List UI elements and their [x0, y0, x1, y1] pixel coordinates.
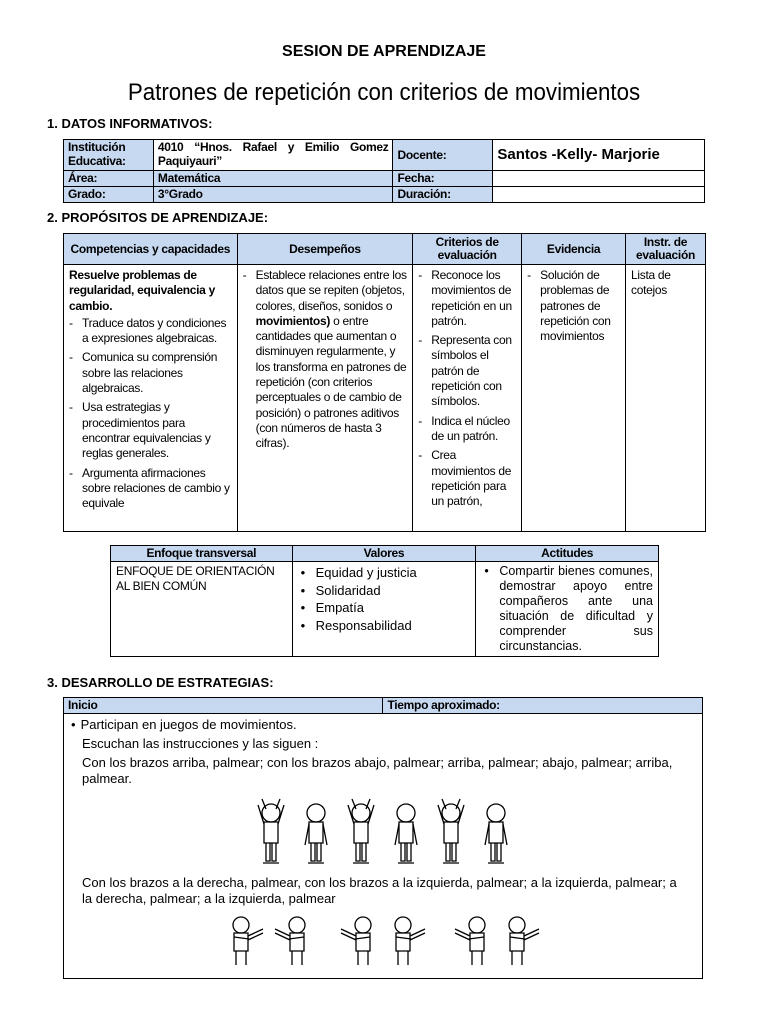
header-valores: Valores	[292, 546, 476, 562]
area-value: Matemática	[153, 171, 393, 187]
lesson-title: Patrones de repetición con criterios de movimientos	[127, 79, 641, 106]
desempeno-text-a: Establece relaciones entre los datos que se repiten (objetos, colores, diseños, sonidos o	[255, 268, 407, 313]
illustration-arms-up-down	[82, 793, 684, 867]
list-item: • Compartir bienes comunes, demostrar apoyo entre compañeros ante una situación de dificultad y comprender sus circunstancias.	[481, 564, 653, 654]
section-desarrollo-title: 3. DESARROLLO DE ESTRATEGIAS:	[47, 675, 274, 690]
propositos-table	[63, 233, 706, 532]
inicio-bullet-text: Participan en juegos de movimientos.	[80, 717, 297, 732]
capacidades-list	[69, 316, 232, 512]
child-arms-down-icon	[297, 793, 335, 867]
child-arms-up-icon	[432, 793, 470, 867]
header-desempenos: Desempeños	[237, 234, 413, 265]
competencias-cell	[64, 265, 238, 532]
inicio-body	[64, 714, 703, 979]
header-enfoque: Enfoque transversal	[111, 546, 293, 562]
area-label: Área:	[64, 171, 154, 187]
list-item: • Equidad y justicia	[298, 564, 471, 582]
child-arms-right-icon	[223, 915, 267, 967]
criterios-list	[418, 268, 516, 509]
header-criterios: Criterios de evaluación	[413, 234, 522, 265]
section-datos-title: 1. DATOS INFORMATIVOS:	[47, 116, 213, 131]
child-arms-up-icon	[342, 793, 380, 867]
valores-list	[298, 564, 471, 634]
list-item: - Crea movimientos de repetición para un patrón,	[418, 448, 516, 509]
list-item: • Responsabilidad	[298, 617, 471, 635]
instruccion-text: Escuchan las instrucciones y las siguen :	[82, 736, 319, 751]
docente-label: Docente:	[393, 140, 493, 171]
fecha-label: Fecha:	[393, 171, 493, 187]
fecha-value	[493, 171, 705, 187]
document-title: SESION DE APRENDIZAJE	[282, 43, 486, 60]
child-arms-right-icon	[385, 915, 429, 967]
list-item: • Solidaridad	[298, 582, 471, 600]
list-item: - Solución de problemas de patrones de repetición con movimientos	[527, 268, 620, 344]
list-item: • Empatía	[298, 599, 471, 617]
child-arms-down-icon	[477, 793, 515, 867]
list-item: - Representa con símbolos el patrón de repetición con símbolos.	[418, 333, 516, 409]
inicio-header: Inicio	[64, 698, 383, 714]
docente-value: Santos -Kelly- Marjorie	[493, 140, 705, 171]
desempeno-text-b: o entre cantidades que aumentan o disminuyen regularmente, y los transforma en patrones de repetición (con criterios perceptuales o de cambio de posición) o patrones aditivos (con números de hasta 3 cifras).	[255, 313, 407, 451]
child-arms-up-icon	[252, 793, 290, 867]
list-item: - Argumenta afirmaciones sobre relaciones de cambio y equivale	[69, 466, 232, 512]
secuencia-1-text: Con los brazos arriba, palmear; con los brazos abajo, palmear; arriba, palmear; abajo, palmear; arriba, palmear.	[82, 755, 673, 786]
secuencia-2-text: Con los brazos a la derecha, palmear, con los brazos a la izquierda, palmear; a la izquierda, palmear; a la derecha, palmear; a la izquierda, palmear	[82, 875, 677, 906]
desempeno-cell	[237, 265, 413, 532]
list-item: - Comunica su comprensión sobre las relaciones algebraicas.	[69, 350, 232, 396]
child-arms-left-icon	[271, 915, 315, 967]
list-item	[243, 268, 408, 452]
inicio-bullet	[71, 717, 684, 733]
desempeno-list	[243, 268, 408, 452]
desarrollo-table	[63, 697, 703, 979]
enfoque-table	[110, 545, 659, 657]
section-propositos-title: 2. PROPÓSITOS DE APRENDIZAJE:	[47, 210, 269, 225]
duracion-label: Duración:	[393, 187, 493, 203]
datos-table	[63, 139, 705, 203]
list-item: - Indica el núcleo de un patrón.	[418, 414, 516, 445]
child-arms-left-icon	[451, 915, 495, 967]
desempeno-text-bold: movimientos)	[255, 313, 331, 328]
illustration-arms-sideways	[82, 915, 684, 967]
list-item: - Traduce datos y condiciones a expresiones algebraicas.	[69, 316, 232, 347]
duracion-value	[493, 187, 705, 203]
header-competencias: Competencias y capacidades	[64, 234, 238, 265]
header-actitudes: Actitudes	[476, 546, 659, 562]
grado-value: 3°Grado	[153, 187, 393, 203]
evidencia-list	[527, 268, 620, 344]
child-arms-left-icon	[337, 915, 381, 967]
grado-label: Grado:	[64, 187, 154, 203]
competencia-title: Resuelve problemas de regularidad, equivalencia y cambio.	[69, 268, 215, 313]
child-arms-down-icon	[387, 793, 425, 867]
list-item: - Reconoce los movimientos de repetición en un patrón.	[418, 268, 516, 329]
child-arms-right-icon	[499, 915, 543, 967]
institucion-label: Institución Educativa:	[64, 140, 154, 171]
instrumento-cell: Lista de cotejos	[626, 265, 706, 532]
evidencia-cell	[522, 265, 626, 532]
actitudes-cell	[476, 562, 659, 657]
tiempo-label: Tiempo aproximado:	[387, 698, 500, 712]
valores-cell	[292, 562, 476, 657]
bullet-icon: •	[71, 717, 76, 732]
tiempo-header	[383, 698, 703, 714]
actitudes-list	[481, 564, 653, 654]
institucion-value: 4010 “Hnos. Rafael y Emilio Gomez Paquiyauri”	[153, 140, 393, 171]
criterios-cell	[413, 265, 522, 532]
list-item: - Usa estrategias y procedimientos para encontrar equivalencias y reglas generales.	[69, 400, 232, 461]
header-instrumento: Instr. de evaluación	[626, 234, 706, 265]
enfoque-cell: ENFOQUE DE ORIENTACIÓN AL BIEN COMÚN	[111, 562, 293, 657]
header-evidencia: Evidencia	[522, 234, 626, 265]
